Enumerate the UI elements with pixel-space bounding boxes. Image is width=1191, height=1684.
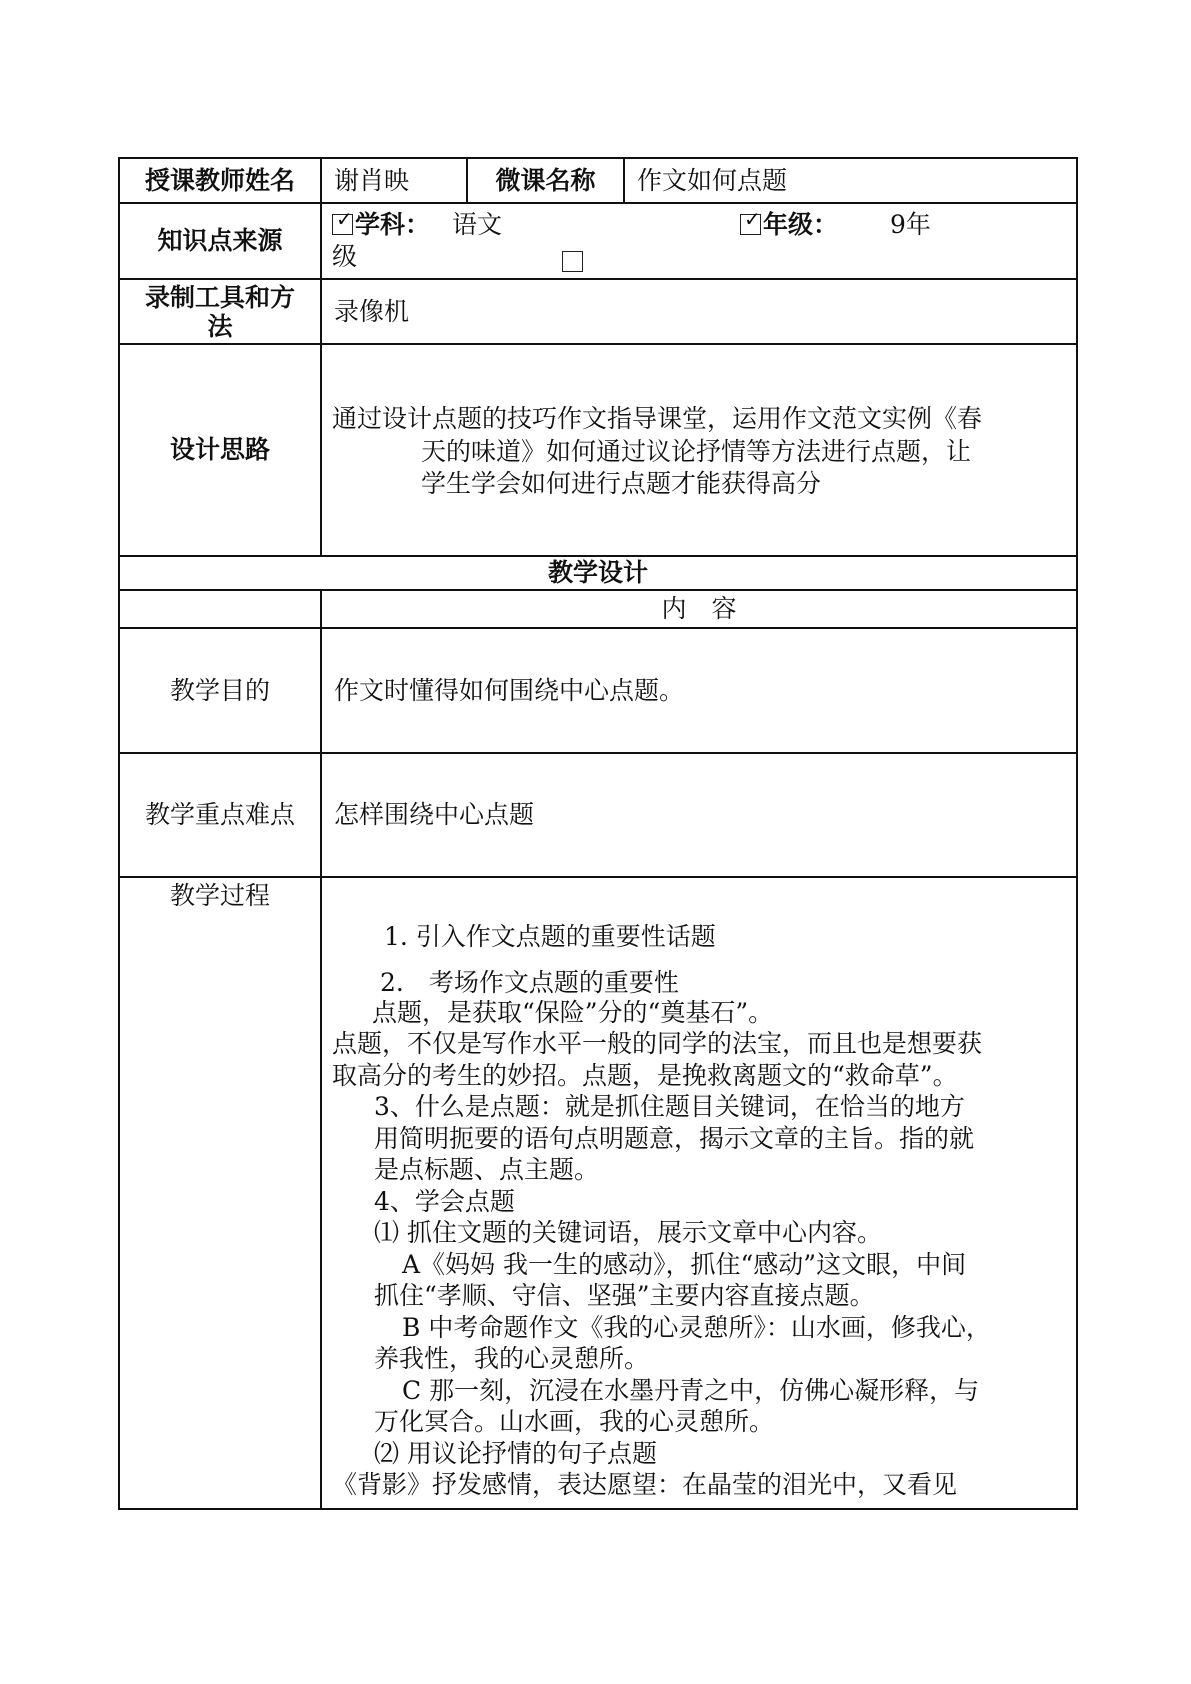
course-name-label: [466, 157, 625, 204]
grade-suffix: 级: [332, 242, 358, 271]
process-line: ⑴ 抓住文题的关键词语，展示文章中心内容。: [374, 1218, 882, 1247]
process-label-text: 教学过程: [169, 881, 270, 910]
subject-value: 语文: [452, 210, 503, 239]
process-line: 1. 引入作文点题的重要性话题: [384, 922, 716, 951]
knowledge-source-label-text: 知识点来源: [157, 226, 283, 255]
objective-text: 作文时懂得如何围绕中心点题。: [334, 675, 685, 705]
design-idea-line: 通过设计点题的技巧作文指导课堂，运用作文范文实例《春: [332, 404, 983, 433]
objective-value: [320, 627, 1078, 754]
knowledge-source-label: [118, 202, 322, 280]
objective-label: [118, 627, 322, 754]
teacher-name-label-text: 授课教师姓名: [144, 165, 295, 195]
grade-value: 9年: [890, 210, 931, 239]
process-line: B 中考命题作文《我的心灵憩所》：山水画，修我心，: [402, 1313, 991, 1342]
course-name-value: [623, 157, 1078, 204]
checkbox-icon: [562, 251, 583, 272]
teacher-name-label: [118, 157, 322, 204]
process-content: [320, 876, 1078, 1510]
process-line: 《背影》抒发感情，表达愿望：在晶莹的泪光中，又看见: [332, 1470, 958, 1499]
subject-checkbox[interactable]: [332, 207, 353, 235]
subject-row: [332, 209, 502, 241]
process-line: C 那一刻，沉浸在水墨丹青之中，仿佛心凝形释，与: [402, 1376, 980, 1405]
content-header-blank: [118, 589, 322, 629]
knowledge-source-value: [320, 202, 1078, 280]
process-line: 用简明扼要的语句点明题意，揭示文章的主旨。指的就: [374, 1124, 975, 1153]
process-line: 点题，不仅是写作水平一般的同学的法宝，而且也是想要获: [332, 1029, 983, 1058]
teaching-design-title-text: 教学设计: [547, 558, 648, 587]
grade-checkbox[interactable]: [740, 207, 761, 235]
recording-tools-label: [118, 278, 322, 345]
process-line: 4、学会点题: [374, 1187, 515, 1216]
teacher-name-value: [320, 157, 468, 204]
recording-tools-label-line1: 录制工具和方: [144, 282, 295, 312]
subject-label: 学科：: [355, 210, 431, 239]
course-name-text: 作文如何点题: [637, 165, 788, 195]
key-points-label: [118, 752, 322, 878]
recording-tools-text: 录像机: [334, 296, 410, 326]
key-points-text: 怎样围绕中心点题: [334, 800, 535, 829]
process-label: [118, 876, 322, 1510]
process-line: 是点标题、点主题。: [374, 1155, 600, 1184]
empty-checkbox[interactable]: [562, 248, 583, 280]
course-name-label-text: 微课名称: [495, 165, 596, 195]
checkmark-icon: ✓: [744, 207, 761, 231]
lesson-plan-table: [118, 157, 1078, 1510]
design-idea-label: [118, 343, 322, 557]
process-line: 点题，是获取“保险”分的“奠基石”。: [372, 998, 774, 1027]
content-header-text: 内 容: [661, 594, 737, 623]
process-line: 养我性，我的心灵憩所。: [374, 1344, 650, 1373]
grade-row: [740, 209, 931, 241]
process-line: 取高分的考生的妙招。点题，是挽救离题文的“救命草”。: [332, 1061, 958, 1090]
process-line: 2. 考场作文点题的重要性: [380, 968, 679, 997]
process-line: 3、什么是点题：就是抓住题目关键词，在恰当的地方: [374, 1092, 965, 1121]
grade-label: 年级：: [763, 210, 839, 239]
teaching-design-title: [118, 555, 1078, 591]
design-idea-label-text: 设计思路: [169, 435, 270, 464]
process-line: 抓住“孝顺、守信、坚强”主要内容直接点题。: [374, 1281, 875, 1310]
key-points-label-text: 教学重点难点: [144, 800, 295, 829]
design-idea-line: 天的味道》如何通过议论抒情等方法进行点题，让: [421, 437, 972, 466]
key-points-value: [320, 752, 1078, 878]
design-idea-value: [320, 343, 1078, 557]
design-idea-line: 学生学会如何进行点题才能获得高分: [421, 469, 822, 498]
teacher-name-text: 谢肖映: [334, 165, 410, 195]
process-line: 万化冥合。山水画，我的心灵憩所。: [374, 1407, 775, 1436]
content-header: [320, 589, 1078, 629]
checkmark-icon: ✓: [336, 207, 353, 231]
process-line: A《妈妈 我一生的感动》，抓住“感动”这文眼，中间: [402, 1250, 967, 1279]
process-line: ⑵ 用议论抒情的句子点题: [374, 1439, 657, 1468]
objective-label-text: 教学目的: [169, 675, 270, 705]
recording-tools-value: [320, 278, 1078, 345]
recording-tools-label-line2: 法: [207, 311, 233, 341]
